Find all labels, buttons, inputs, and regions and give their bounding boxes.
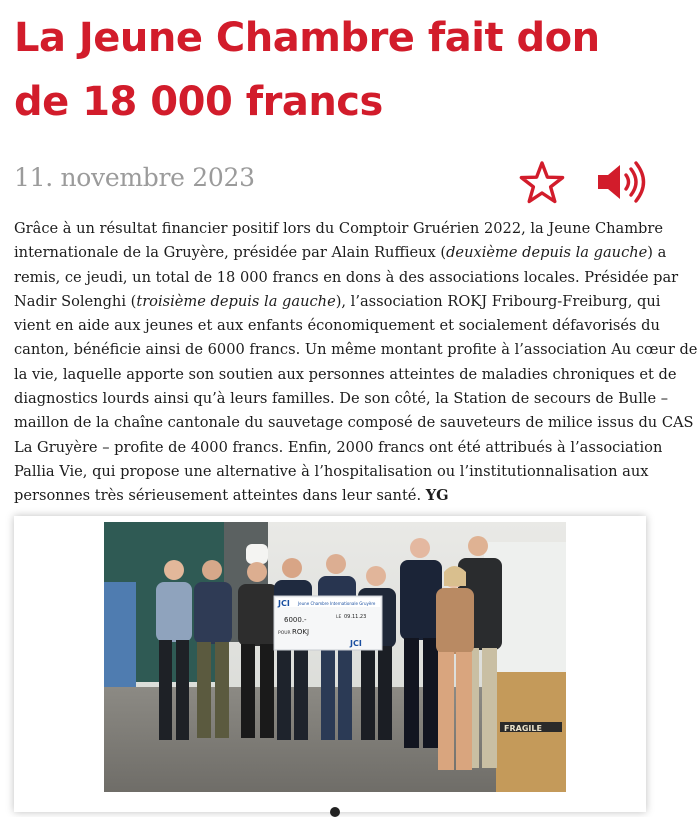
article-body-line xyxy=(14,217,664,241)
article-body-line xyxy=(14,290,661,314)
article-meta xyxy=(14,160,646,202)
photo-carousel[interactable] xyxy=(14,516,646,812)
speaker-icon xyxy=(596,160,648,204)
cheque-payee: ROKJ xyxy=(292,628,310,636)
cheque-org-logo: JCI xyxy=(350,639,362,648)
body-text-run: maillon de la chaîne cantonale du sauvetage composé de sauveteurs de milice issus du CAS xyxy=(14,414,694,432)
cheque-amount: 6000.- xyxy=(284,616,307,624)
article-body-line xyxy=(14,484,654,508)
body-text-run: internationale de la Gruyère, présidée par Alain Ruffieux ( xyxy=(14,244,447,262)
body-text-run: remis, ce jeudi, un total de 18 000 francs en dons à des associations locales. Présidée par xyxy=(14,268,679,286)
body-text-run: vient en aide aux jeunes et aux enfants économiquement et socialement défavorisés du xyxy=(14,317,660,335)
author-initials: YG xyxy=(425,487,449,505)
body-text-run: Grâce à un résultat financier positif lors du Comptoir Gruérien 2022, la Jeune Chambre xyxy=(14,220,664,237)
cheque-pour-label: POUR xyxy=(278,631,291,636)
body-text-run: Nadir Solenghi ( xyxy=(14,292,137,310)
body-text-run: Pallia Vie, qui propose une alternative à l’hospitalisation ou l’institutionnalisation aux xyxy=(14,462,649,480)
carousel-indicator[interactable] xyxy=(330,807,340,817)
caption-position-note: deuxième depuis la gauche xyxy=(446,244,648,262)
body-text-run: diagnostics lourds ainsi qu’à leurs familles. De son côté, la Station de secours de Bulle – xyxy=(14,390,669,408)
article-body-line xyxy=(14,314,660,338)
favorite-button[interactable] xyxy=(518,160,566,204)
body-text-run: canton, bénéficie ainsi de 6000 francs. Un même montant profite à l’association Au cœur de xyxy=(14,341,697,359)
body-text-run: la vie, laquelle apporte son soutien aux personnes atteintes de maladies chroniques et de xyxy=(14,365,677,383)
article-body-line xyxy=(14,338,697,362)
article-date: 11. novembre 2023 xyxy=(14,163,255,192)
article-body-line xyxy=(14,387,669,411)
cheque-date: 09.11.23 xyxy=(344,614,367,620)
box-label: FRAGILE xyxy=(504,724,542,733)
cheque xyxy=(274,596,382,650)
article-photo xyxy=(104,522,566,792)
article-body xyxy=(14,217,697,509)
article-title: La Jeune Chambre fait don de 18 000 francs xyxy=(14,15,600,125)
body-text-run: ), l’association ROKJ Fribourg-Freiburg, qui xyxy=(335,292,661,310)
article-body-line xyxy=(14,411,694,435)
body-text-run: personnes très sérieusement atteintes dans leur santé. xyxy=(14,487,426,505)
article-body-line xyxy=(14,241,667,265)
article-body-line xyxy=(14,436,663,460)
listen-button[interactable] xyxy=(596,160,644,204)
body-text-run: ) a xyxy=(647,244,667,262)
body-text-run: La Gruyère – profite de 4000 francs. Enfin, 2000 francs ont été attribués à l’association xyxy=(14,438,663,456)
caption-position-note: troisième depuis la gauche xyxy=(136,292,336,310)
cheque-org: JCI xyxy=(278,599,290,608)
article-body-line xyxy=(14,266,679,290)
article-body-line xyxy=(14,460,654,484)
cheque-org-full: Jeune Chambre Internationale Gruyère xyxy=(298,601,376,606)
article-body-line xyxy=(14,363,677,387)
cheque-le-label: LE xyxy=(336,615,342,620)
star-icon xyxy=(518,160,566,204)
